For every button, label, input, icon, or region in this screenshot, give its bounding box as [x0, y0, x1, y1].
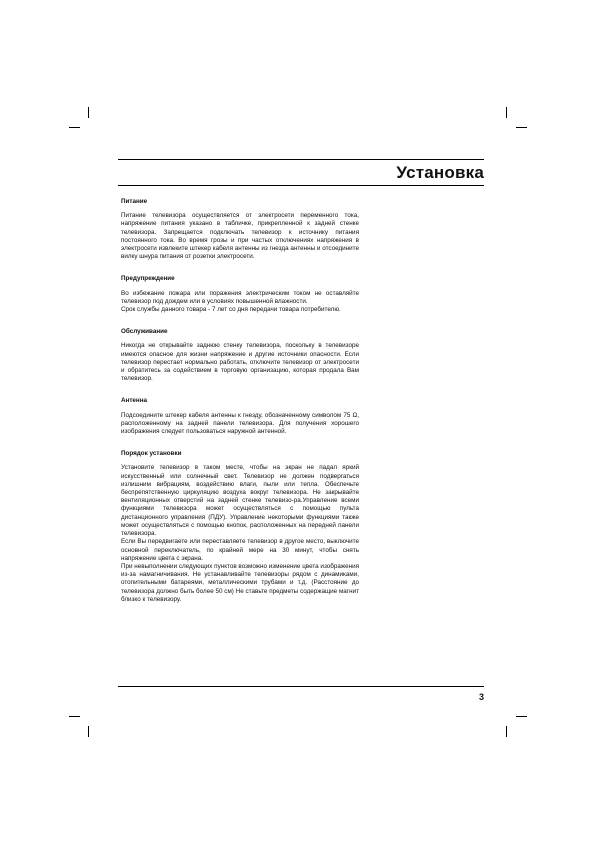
- crop-mark: [69, 127, 80, 128]
- crop-mark: [516, 127, 527, 128]
- header-top-rule: [118, 159, 484, 160]
- crop-mark: [69, 716, 80, 717]
- crop-mark: [506, 726, 507, 737]
- crop-mark: [88, 107, 89, 118]
- page-number: 3: [478, 692, 484, 702]
- section-power: [121, 198, 359, 261]
- section-antenna: [121, 397, 359, 436]
- section-warning: [121, 275, 359, 314]
- section-heading: Питание: [121, 198, 148, 205]
- section-paragraph: Подсоедините штекер кабеля антенны к гнезду, обозначенному символом 75 Ω, расположенному на задней панели телевизора. Для получения хорошего изображения следует пользоваться наружной антенной.: [121, 411, 359, 436]
- section-maintenance: [121, 328, 359, 383]
- section-paragraph: При невыполнении следующих пунктов возможно изменение цвета изображения из-за намагничивания. Не устанавливайте телевизоры рядом с динамиками, отопительными батареями, металлическими трубами и т.д. (Расстояние до телевизора должно быть более 50 см) Не ставьте предметы содержащие магнит близко к телевизору.: [121, 562, 359, 603]
- page-title: Установка: [396, 163, 484, 182]
- crop-mark: [88, 726, 89, 737]
- section-paragraph: Установите телевизор в таком месте, чтобы на экран не падал яркий искусственный или солнечный свет. Телевизор не должен подвергаться излишним вибрациям, воздействию влаги, пыли или тепла. Обеспечьте беспрепятственную циркуляцию воздуха вокруг телевизора. Не закрывайте вентиляционных отверстий на задней стенке телевизо-ра.Управление всеми функциями телевизора может осуществляться с помощью пульта дистанционного управления (ПДУ). Управление некоторыми функциями также может осуществляться с помощью кнопок, расположенных на передней панели телевизора.: [121, 464, 359, 538]
- section-paragraph: Никогда не открывайте заднюю стенку телевизора, поскольку в телевизоре имеются опасное для жизни напряжение и другие источники опасности. Если телевизор перестает нормально работать, отключите телевизор от электросети и обратитесь за содействием в торговую организацию, которая продала Вам телевизор.: [121, 342, 359, 383]
- section-heading: Обслуживание: [121, 328, 168, 336]
- footer-rule: [118, 686, 484, 687]
- section-heading: Предупреждение: [121, 275, 175, 283]
- crop-mark: [506, 107, 507, 118]
- section-installation: [121, 450, 359, 604]
- title-rule: [118, 185, 484, 186]
- section-paragraph: Если Вы передвигаете или переставляете телевизор в другое место, выключите основной переключатель, по крайней мере на 30 минут, чтобы снять напряжение цвета с экрана.: [121, 538, 359, 562]
- section-heading: Порядок установки: [121, 450, 182, 458]
- main-content: [121, 198, 359, 618]
- section-paragraph: Питание телевизора осуществляется от электросети переменного тока, напряжение питания указано в табличке, прикрепленной к задней стенке телевизора. Запрещается подключать телевизор к источнику питания постоянного тока. Во время грозы и при частых отключениях напряжения в электросети извлеките штекер кабеля антенны из гнезда антенны и отсоедините вилку шнура питания от розетки электросети.: [121, 212, 359, 261]
- crop-mark: [516, 716, 527, 717]
- section-paragraph: Срок службы данного товара - 7 лет со дня передачи товара потребителю.: [121, 306, 341, 314]
- section-paragraph: Во избежание пожара или поражения электрическим током не оставляйте телевизор под дождем или в условиях повышенной влажности.: [121, 289, 359, 305]
- section-heading: Антенна: [121, 397, 148, 405]
